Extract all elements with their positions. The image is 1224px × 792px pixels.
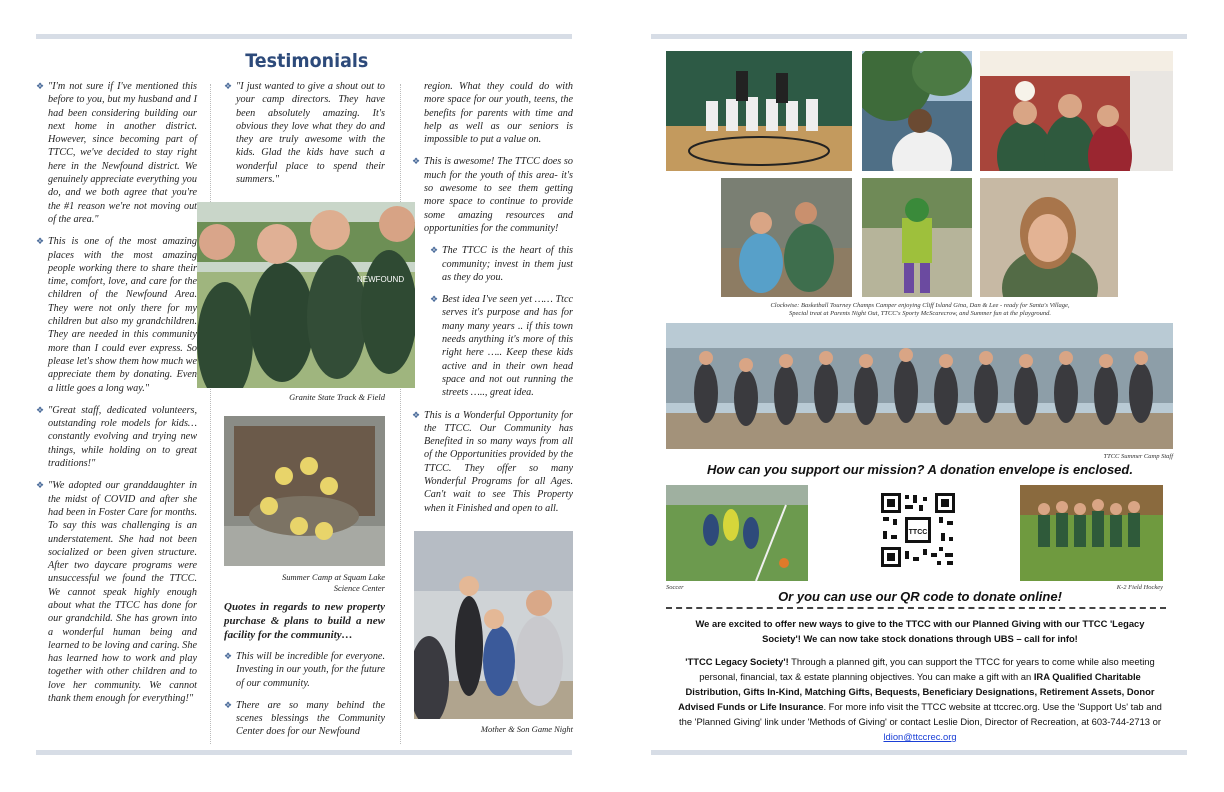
diamond-bullet-icon: ❖ <box>36 404 45 415</box>
scarecrow-photo <box>862 178 972 297</box>
bottom-rule-left <box>36 750 572 755</box>
track-field-photo <box>197 202 415 388</box>
testimonial-column-1 <box>36 80 197 714</box>
bottom-rule-right <box>651 750 1187 755</box>
dashed-divider <box>666 607 1166 609</box>
parents-night-out-photo <box>721 178 852 297</box>
field-hockey-photo <box>1020 485 1163 581</box>
testimonial: ❖ This will be incredible for everyone. Investing in our youth, for the future of our community. <box>224 651 385 689</box>
testimonial: ❖ This is awesome! The TTCC does so much for the youth of this area- it's so awesome to see them getting more space to continue to provide some amazing resources and opportunities for the community! <box>412 156 573 234</box>
qr-label: TTCC <box>908 529 928 536</box>
property-quotes <box>224 650 385 748</box>
testimonial: ❖ "I'm not sure if I've mentioned this before to you, but my husband and I had been considering building our next home in another district. However, since becoming part of TTCC, we've decided to stay right here in the Newfound district. We genuinely appreciate everything you do, and we both agree that you're the #1 reason we're not moving out of the area." <box>36 81 197 225</box>
soccer-caption: Soccer <box>666 584 684 591</box>
basketball-champs-photo <box>666 51 852 171</box>
diamond-bullet-icon: ❖ <box>412 156 421 167</box>
soccer-photo <box>666 485 808 581</box>
game-night-photo <box>414 531 573 719</box>
field-hockey-caption: K-2 Field Hockey <box>1116 584 1163 591</box>
column-divider <box>400 84 401 744</box>
property-quotes-heading: Quotes in regards to new property purchase & plans to build a new facility for the community… <box>224 601 385 641</box>
testimonial: ❖ There are so many behind the scenes blessings the Community Center does for our Newfound <box>224 699 385 738</box>
testimonial: ❖ Best idea I've seen yet …… Ttcc serves it's purpose and has for many many years .. if this town needs anything it's more of this right here ….. Keep these kids active and in their own head space and not out running the streets ….., great idea. <box>430 294 573 399</box>
track-photo-caption: Granite State Track & Field <box>289 392 385 402</box>
diamond-bullet-icon: ❖ <box>430 245 439 256</box>
testimonial: ❖ The TTCC is the heart of this community; invest in them just as they do you. <box>430 245 573 283</box>
diamond-bullet-icon: ❖ <box>224 81 233 91</box>
testimonial: ❖ This is one of the most amazing places with the most amazing people working there to share their time, comfort, love, and care for the children of the Newfound Area. They were not only there for my children but also my grandchildren. They are needed in this community more than I could ever express. So please let's show them how much we appreciate them by donating. Even a little goes a long way." <box>36 236 197 394</box>
column-divider <box>210 84 211 744</box>
page-title: Testimonials <box>245 50 369 72</box>
game-night-caption: Mother & Son Game Night <box>480 724 573 734</box>
diamond-bullet-icon: ❖ <box>36 480 45 491</box>
top-rule-left <box>36 34 572 39</box>
diamond-bullet-icon: ❖ <box>224 651 233 661</box>
testimonial: ❖ This is a Wonderful Opportunity for the TTCC. Our Community has Benefited in so many ways from all of the Opportunities provided by the TTCC. They offer so many Wonderful Programs for all Ages. Can't wait to see This Property when it Finished and open to all. <box>412 409 573 514</box>
summer-camp-photo <box>224 416 385 566</box>
summer-camp-staff-photo <box>666 323 1173 449</box>
collage-caption: Clockwise: Basketball Tourney Champs Camper enjoying Cliff Island Gina, Dan & Lee - ready for Santa's Village, Special treat at Parents Night Out, TTCC's Sporty McScarecrow, and Summer fun at the playground. <box>770 302 1070 317</box>
qr-heading: Or you can use our QR code to donate online! <box>778 589 1062 604</box>
diamond-bullet-icon: ❖ <box>224 699 233 710</box>
cliff-island-photo <box>862 51 972 171</box>
diamond-bullet-icon: ❖ <box>36 81 45 91</box>
legacy-society-paragraph: 'TTCC Legacy Society'! Through a planned gift, you can support the TTCC for years to come while also meeting personal, financial, tax & estate planning objectives. You can make a gift with an IRA Qualified Charitable Distribution, Gifts In-Kind, Matching Gifts, Bequests, Beneficiary Designations, Retirement Assets, Donor Advised Funds or Life Insurance. For more info visit the TTCC website at ttccrec.org. Use the 'Support Us' tab and the 'Planned Giving' link under 'Methods of Giving' or contact Leslie Dion, Director of Recreation, at 603-744-2713 or ldion@ttccrec.org <box>678 656 1162 742</box>
testimonial: ❖ "I just wanted to give a shout out to your camp directors. They have been absolutely amazing. It's obvious they love what they do and they are truly awesome with the kids. Glad the kids have such a wonderful place to spend their summers." <box>224 81 385 186</box>
staff-photo-caption: TTCC Summer Camp Staff <box>1103 453 1173 460</box>
diamond-bullet-icon: ❖ <box>412 409 421 420</box>
testimonial: ❖ "We adopted our granddaughter in the midst of COVID and after she had been in Foster Care for months. To say this was challenging is an understatement. She had not been socialized or been given structure. After two daycare programs were unsuccessful we found the TTCC. We cannot speak highly enough about what the TTCC has done for our grandchild. She has grown into a wonderful human being and learned to be loving and caring. She has learned how to work and play together with other children and to love her community. We cannot thank them enough for everything!" <box>36 480 197 705</box>
continued-quote: region. What they could do with more space for our youth, teens, the benefits for parents with time and help as well as our seniors is impossible to put a value on. <box>424 81 573 146</box>
top-rule-right <box>651 34 1187 39</box>
email-link[interactable]: ldion@ttccrec.org <box>883 731 957 742</box>
donation-qr-code[interactable] <box>879 491 957 569</box>
camp-photo-caption: Summer Camp at Squam Lake Science Center <box>282 572 385 593</box>
testimonial-column-2 <box>224 80 385 195</box>
playground-photo <box>980 178 1118 297</box>
support-heading: How can you support our mission? A donation envelope is enclosed. <box>707 462 1133 477</box>
testimonial-column-3 <box>412 80 573 524</box>
diamond-bullet-icon: ❖ <box>36 236 45 247</box>
diamond-bullet-icon: ❖ <box>430 294 439 305</box>
testimonial: ❖ "Great staff, dedicated volunteers, outstanding role models for kids… constantly evolving and trying new things, while holding on to great traditions!" <box>36 404 197 470</box>
legacy-intro: We are excited to offer new ways to give to the TTCC with our Planned Giving with our TTCC 'Legacy Society'! We can now take stock donations through UBS – call for info! <box>695 618 1145 644</box>
santas-village-photo <box>980 51 1173 171</box>
svg-text:NEWFOUND: NEWFOUND <box>357 275 405 284</box>
